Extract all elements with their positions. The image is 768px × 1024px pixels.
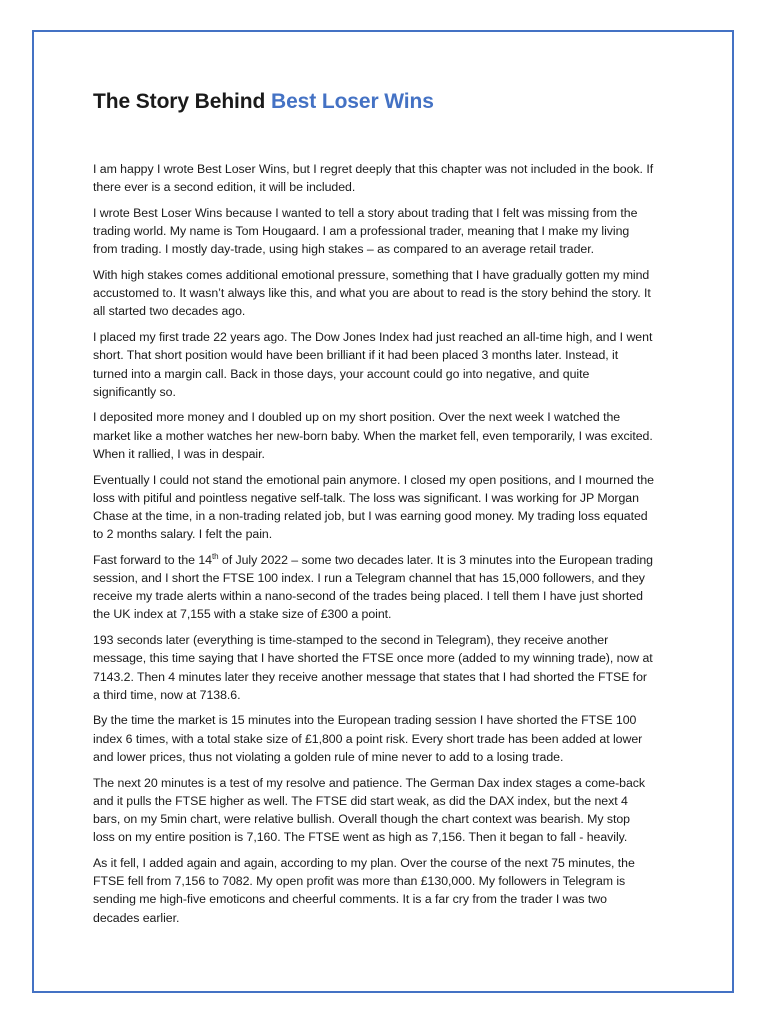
paragraph-4: I placed my first trade 22 years ago. The Dow Jones Index had just reached an all-time high, and I went short. That short position would have been brilliant if it had been placed 3 months later. Instead, it turned into a margin call. Back in those days, your account could go into negative, and quite significantly so.	[93, 330, 653, 399]
paragraph-7-before: Fast forward to the 14	[93, 552, 212, 567]
document-body	[93, 88, 655, 934]
paragraph-3: With high stakes comes additional emotional pressure, something that I have gradually gotten my mind accustomed to. It wasn’t always like this, and what you are about to read is the story behind the story. It all started two decades ago.	[93, 268, 651, 319]
paragraph-10: The next 20 minutes is a test of my resolve and patience. The German Dax index stages a come-back and it pulls the FTSE higher as well. The FTSE did start weak, as did the DAX index, but the next 4 bars, on my 5min chart, were relative bullish. Overall though the chart context was bearish. My stop loss on my entire position is 7,160. The FTSE went as high as 7,156. Then it began to fall - heavily.	[93, 775, 646, 845]
paragraph-1: I am happy I wrote Best Loser Wins, but I regret deeply that this chapter was not included in the book. If there ever is a second edition, it will be included.	[93, 162, 654, 195]
paragraph-7	[93, 551, 655, 624]
title-prefix: The Story Behind	[93, 90, 266, 113]
paragraph-8: 193 seconds later (everything is time-stamped to the second in Telegram), they receive another message, this time saying that I have shorted the FTSE once more (added to my winning trade), now at 7143.2. Then 4 minutes later they receive another message that states that I had shorted the FTSE for a third time, now at 7138.6.	[93, 633, 653, 702]
document-title	[93, 88, 655, 116]
paragraph-6: Eventually I could not stand the emotional pain anymore. I closed my open positions, and I mourned the loss with pitiful and pointless negative self-talk. The loss was significant. I was working for JP Morgan Chase at the time, in a non-trading related job, but I was earning good money. My trading loss equated to 2 months salary. I felt the pain.	[93, 472, 654, 542]
paragraph-9: By the time the market is 15 minutes into the European trading session I have shorted the FTSE 100 index 6 times, with a total stake size of £1,800 a point risk. Every short trade has been added at lower and lower prices, thus not violating a golden rule of mine never to add to a losing trade.	[93, 713, 643, 764]
paragraph-7-after: of July 2022 – some two decades later. It is 3 minutes into the European trading session, and I short the FTSE 100 index. I run a Telegram channel that has 15,000 followers, and they receive my trade alerts within a nano-second of the trades being placed. I tell them I have just shorted the UK index at 7,155 with a stake size of £300 a point.	[93, 552, 653, 622]
title-accent: Best Loser Wins	[271, 90, 434, 113]
paragraph-2: I wrote Best Loser Wins because I wanted to tell a story about trading that I felt was missing from the trading world. My name is Tom Hougaard. I am a professional trader, meaning that I make my living from trading. I mostly day-trade, using high stakes – as compared to an average retail trader.	[93, 205, 638, 257]
paragraph-11: As it fell, I added again and again, according to my plan. Over the course of the next 75 minutes, the FTSE fell from 7,156 to 7082. My open profit was more than £130,000. My followers in Telegram is sending me high-five emoticons and cheerful comments. It is a far cry from the trader I was two decades earlier.	[93, 855, 635, 925]
paragraph-5: I deposited more money and I doubled up on my short position. Over the next week I watched the market like a mother watches her new-born baby. When the market fell, even temporarily, I was excited. When it rallied, I was in despair.	[93, 410, 653, 461]
ordinal-suffix: th	[211, 551, 219, 561]
